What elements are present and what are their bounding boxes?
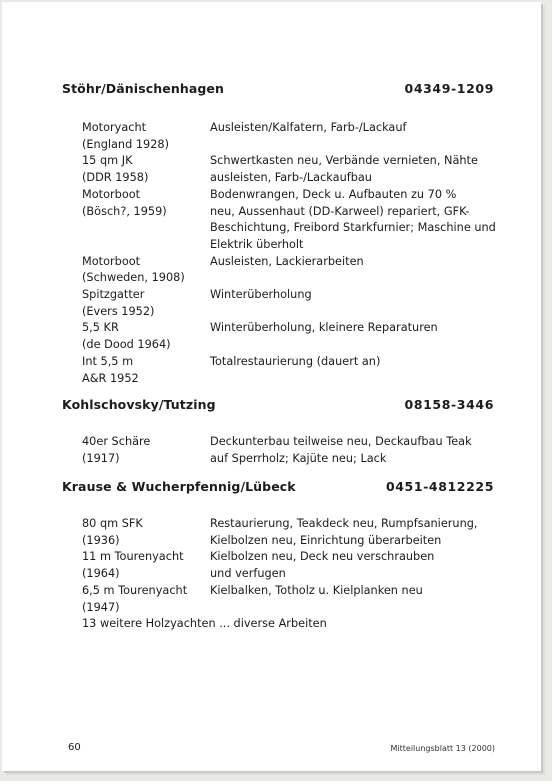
- boat-cell: (DDR 1958): [82, 171, 149, 185]
- boat-cell: 15 qm JK: [82, 154, 133, 168]
- boat-cell: (1947): [82, 600, 120, 614]
- table-row: [2, 336, 541, 353]
- table-row: [2, 565, 541, 582]
- boat-cell: (de Dood 1964): [82, 338, 171, 352]
- work-cell: auf Sperrholz; Kajüte neu; Lack: [210, 451, 387, 465]
- work-cell: ausleisten, Farb-/Lackaufbau: [210, 171, 372, 185]
- work-cell: Totalrestaurierung (dauert an): [210, 354, 381, 368]
- boat-cell: A&R 1952: [82, 371, 139, 385]
- table-row: [2, 269, 541, 286]
- table-row: [2, 253, 541, 270]
- table-row: [2, 169, 541, 186]
- work-cell: Kielbalken, Totholz u. Kielplanken neu: [210, 583, 423, 597]
- boat-cell: Motorboot: [82, 254, 141, 268]
- section-phone: 04349-1209: [404, 81, 494, 96]
- boat-cell: (Bösch?, 1959): [82, 204, 167, 218]
- boat-cell: 13 weitere Holzyachten ... diverse Arbeiten: [82, 617, 327, 631]
- work-cell: Deckunterbau teilweise neu, Deckaufbau Teak: [210, 435, 472, 448]
- table-row: [2, 515, 541, 532]
- table-row: [2, 136, 541, 153]
- table-row: [2, 353, 541, 370]
- table-row: [2, 186, 541, 203]
- work-cell: Ausleisten, Lackierarbeiten: [210, 254, 364, 268]
- work-cell: Beschichtung, Freibord Starkfurnier; Maschine und: [210, 221, 496, 235]
- boat-cell: (Schweden, 1908): [82, 271, 185, 285]
- section-title: Stöhr/Dänischenhagen: [62, 81, 224, 96]
- table-row: [2, 370, 541, 387]
- table-row: [2, 236, 541, 253]
- work-cell: Schwertkasten neu, Verbände vernieten, Nähte: [210, 154, 478, 168]
- table-row: [2, 152, 541, 169]
- table-row: [2, 615, 541, 632]
- work-cell: Kielbolzen neu, Deck neu verschrauben: [210, 550, 435, 564]
- boat-cell: (1917): [82, 451, 120, 465]
- boat-cell: (England 1928): [82, 137, 170, 151]
- table-row: [2, 286, 541, 303]
- table-row: [2, 303, 541, 320]
- section-header: [2, 479, 541, 497]
- section-phone: 0451-4812225: [385, 479, 494, 494]
- boat-cell: Int 5,5 m: [82, 354, 134, 368]
- table-row: [2, 203, 541, 220]
- table-row: [2, 119, 541, 136]
- work-cell: und verfugen: [210, 567, 286, 581]
- work-cell: Ausleisten/Kalfatern, Farb-/Lackauf: [210, 121, 407, 134]
- document-page: [2, 2, 541, 771]
- table-row: [2, 532, 541, 549]
- boat-cell: Motoryacht: [82, 121, 147, 134]
- work-cell: Winterüberholung: [210, 288, 312, 301]
- work-cell: neu, Aussenhaut (DD-Karweel) repariert, GFK-: [210, 204, 470, 218]
- table-row: [2, 450, 541, 467]
- work-cell: Elektrik überholt: [210, 237, 304, 251]
- section-stoehr: [2, 81, 541, 385]
- section-header: [2, 397, 541, 415]
- work-cell: Kielbolzen neu, Einrichtung überarbeiten: [210, 533, 442, 547]
- table-row: [2, 219, 541, 236]
- table-row: [2, 599, 541, 616]
- boat-cell: Motorboot: [82, 187, 141, 201]
- boat-cell: 80 qm SFK: [82, 517, 143, 530]
- boat-cell: (1964): [82, 567, 120, 581]
- boat-cell: (1936): [82, 533, 120, 547]
- section-header: [2, 81, 541, 99]
- table-row: [2, 319, 541, 336]
- boat-cell: Spitzgatter: [82, 288, 145, 301]
- table-row: [2, 433, 541, 450]
- section-title: Krause & Wucherpfennig/Lübeck: [62, 479, 296, 494]
- page-number: 60: [68, 742, 81, 753]
- publication-footer: Mitteilungsblatt 13 (2000): [390, 744, 495, 753]
- section-krause: [2, 479, 541, 631]
- boat-cell: (Evers 1952): [82, 304, 155, 318]
- boat-cell: 40er Schäre: [82, 435, 151, 448]
- table-row: [2, 548, 541, 565]
- work-cell: Bodenwrangen, Deck u. Aufbauten zu 70 %: [210, 187, 457, 201]
- work-cell: Restaurierung, Teakdeck neu, Rumpfsanierung,: [210, 517, 478, 530]
- boat-cell: 11 m Tourenyacht: [82, 550, 184, 564]
- boat-cell: 5,5 KR: [82, 321, 119, 335]
- boat-cell: 6,5 m Tourenyacht: [82, 583, 188, 597]
- section-phone: 08158-3446: [404, 397, 494, 412]
- work-cell: Winterüberholung, kleinere Reparaturen: [210, 321, 438, 335]
- section-kohlschovsky: [2, 397, 541, 465]
- section-title: Kohlschovsky/Tutzing: [62, 397, 216, 412]
- table-row: [2, 582, 541, 599]
